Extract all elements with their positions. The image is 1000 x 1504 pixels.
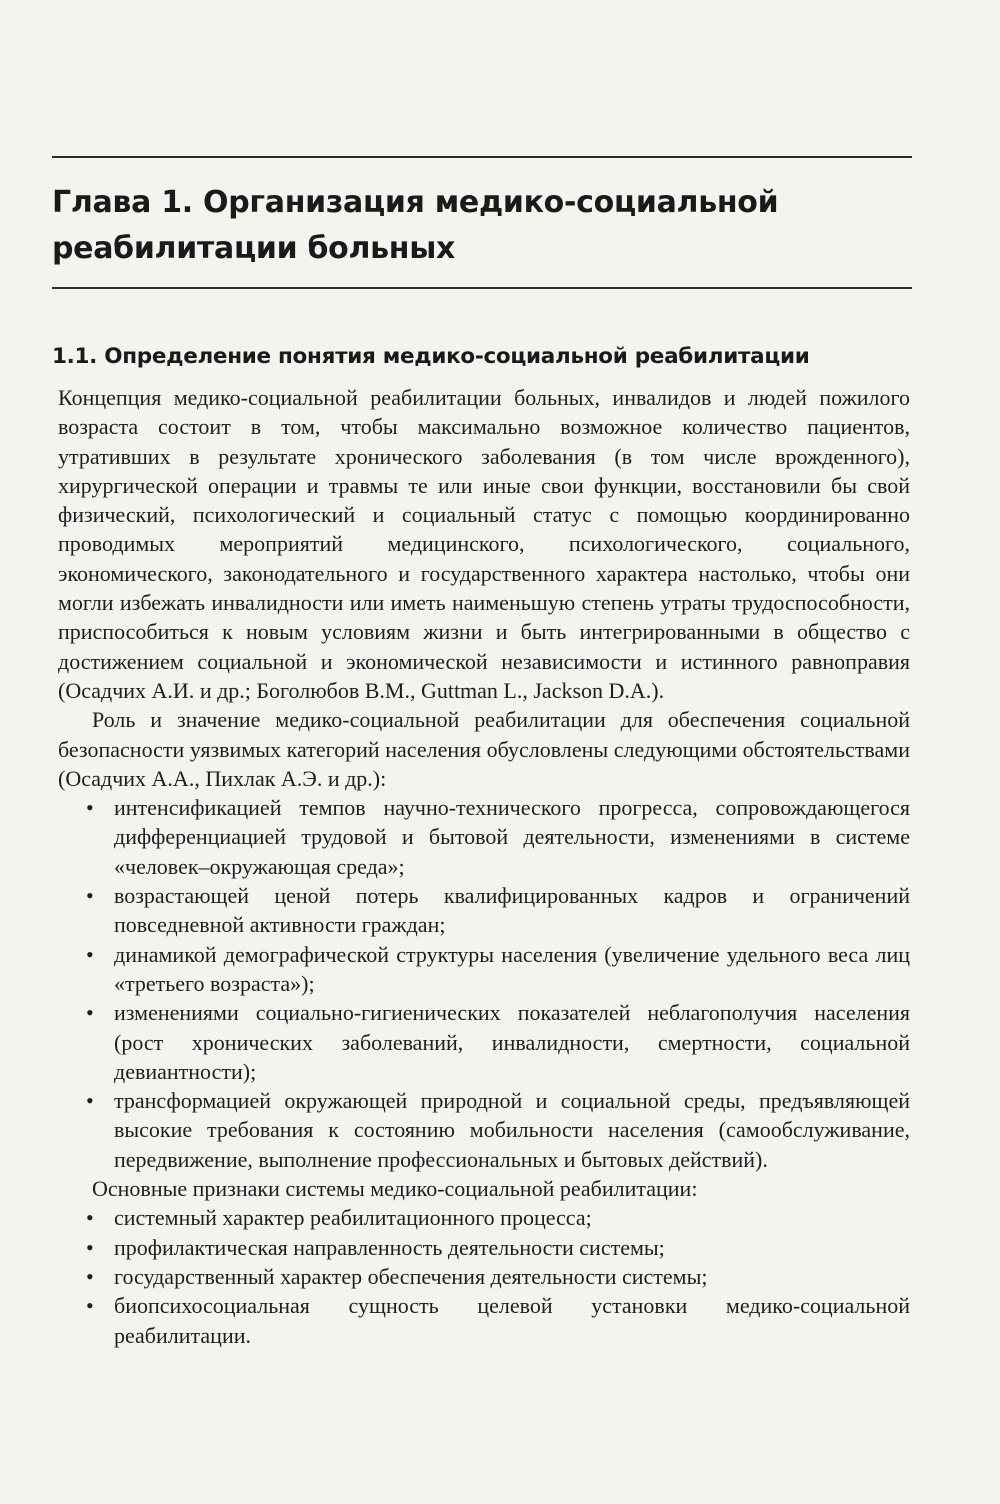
list-item — [58, 1233, 910, 1262]
circumstances-list — [58, 793, 910, 1174]
features-list — [58, 1203, 910, 1349]
list-item — [58, 881, 910, 940]
list-item-text: системный характер реабилитационного процесса; — [114, 1205, 592, 1231]
list-item — [58, 998, 910, 1086]
section-title: 1.1. Определение понятия медико-социальной реабилитации — [52, 344, 810, 369]
list-item — [58, 1203, 910, 1232]
list-item-text: динамикой демографической структуры населения (увеличение удельного веса лиц «третьего возраста»); — [114, 941, 910, 996]
chapter-title — [52, 180, 912, 272]
list-item-text: изменениями социально-гигиенических показателей неблагополучия населения (рост хронических заболеваний, инвалидности, смертности, социальной девиантности); — [114, 1000, 910, 1084]
list-item — [58, 940, 910, 999]
bullet-icon: • — [86, 1205, 94, 1231]
chapter-bottom-rule — [52, 287, 912, 289]
bullet-icon: • — [86, 1234, 94, 1260]
chapter-title-line-1: Глава 1. Организация медико-социальной — [52, 185, 779, 220]
role-paragraph: Роль и значение медико-социальной реабилитации для обеспечения социальной безопасности уязвимых категорий населения обусловлены следующими обстоятельствами (Осадчих А.А., Пихлак А.Э. и др.): — [58, 707, 910, 791]
concept-paragraph: Концепция медико-социальной реабилитации больных, инвалидов и людей пожилого возраста состоит в том, чтобы максимально возможное количество пациентов, утративших в результате хронического заболевания (в том числе врожденного), хирургической операции и травмы те или иные свои функции, восстановили бы свой физический, психологический и социальный статус с помощью координированно проводимых мероприятий медицинского, психологического, социального, экономического, законодательного и государственного характера настолько, чтобы они могли избежать инвалидности или иметь наименьшую степень утраты трудоспособности, приспособиться к новым условиям жизни и быть интегрированными в общество с достижением социальной и экономической независимости и истинного равноправия (Осадчих А.И. и др.; Боголюбов В.М., Guttman L., Jackson D.A.). — [58, 385, 910, 703]
bullet-icon: • — [86, 1293, 94, 1319]
list-item-text: интенсификацией темпов научно-технического прогресса, сопровождающегося дифференциацией трудовой и бытовой деятельности, изменениями в системе «человек–окружающая среда»; — [114, 795, 910, 879]
bullet-icon: • — [86, 883, 94, 909]
bullet-icon: • — [86, 1088, 94, 1114]
bullet-icon: • — [86, 1000, 94, 1026]
list-item-text: государственный характер обеспечения деятельности системы; — [114, 1263, 708, 1289]
list-item-text: возрастающей ценой потерь квалифицированных кадров и ограничений повседневной активности граждан; — [114, 883, 910, 938]
features-intro-paragraph: Основные признаки системы медико-социальной реабилитации: — [92, 1176, 698, 1202]
list-item-text: трансформацией окружающей природной и социальной среды, предъявляющей высокие требования к состоянию мобильности населения (самообслуживание, передвижение, выполнение профессиональных и бытовых действий). — [114, 1088, 910, 1172]
bullet-icon: • — [86, 941, 94, 967]
bullet-icon: • — [86, 1263, 94, 1289]
list-item — [58, 1086, 910, 1174]
bullet-icon: • — [86, 795, 94, 821]
list-item-text: биопсихосоциальная сущность целевой установки медико-социальной реабилитации. — [114, 1293, 910, 1348]
list-item — [58, 1262, 910, 1291]
list-item-text: профилактическая направленность деятельности системы; — [114, 1234, 665, 1260]
list-item — [58, 1291, 910, 1350]
chapter-title-line-2: реабилитации больных — [52, 231, 456, 266]
body-text — [58, 383, 910, 1350]
chapter-top-rule — [52, 156, 912, 158]
list-item — [58, 793, 910, 881]
